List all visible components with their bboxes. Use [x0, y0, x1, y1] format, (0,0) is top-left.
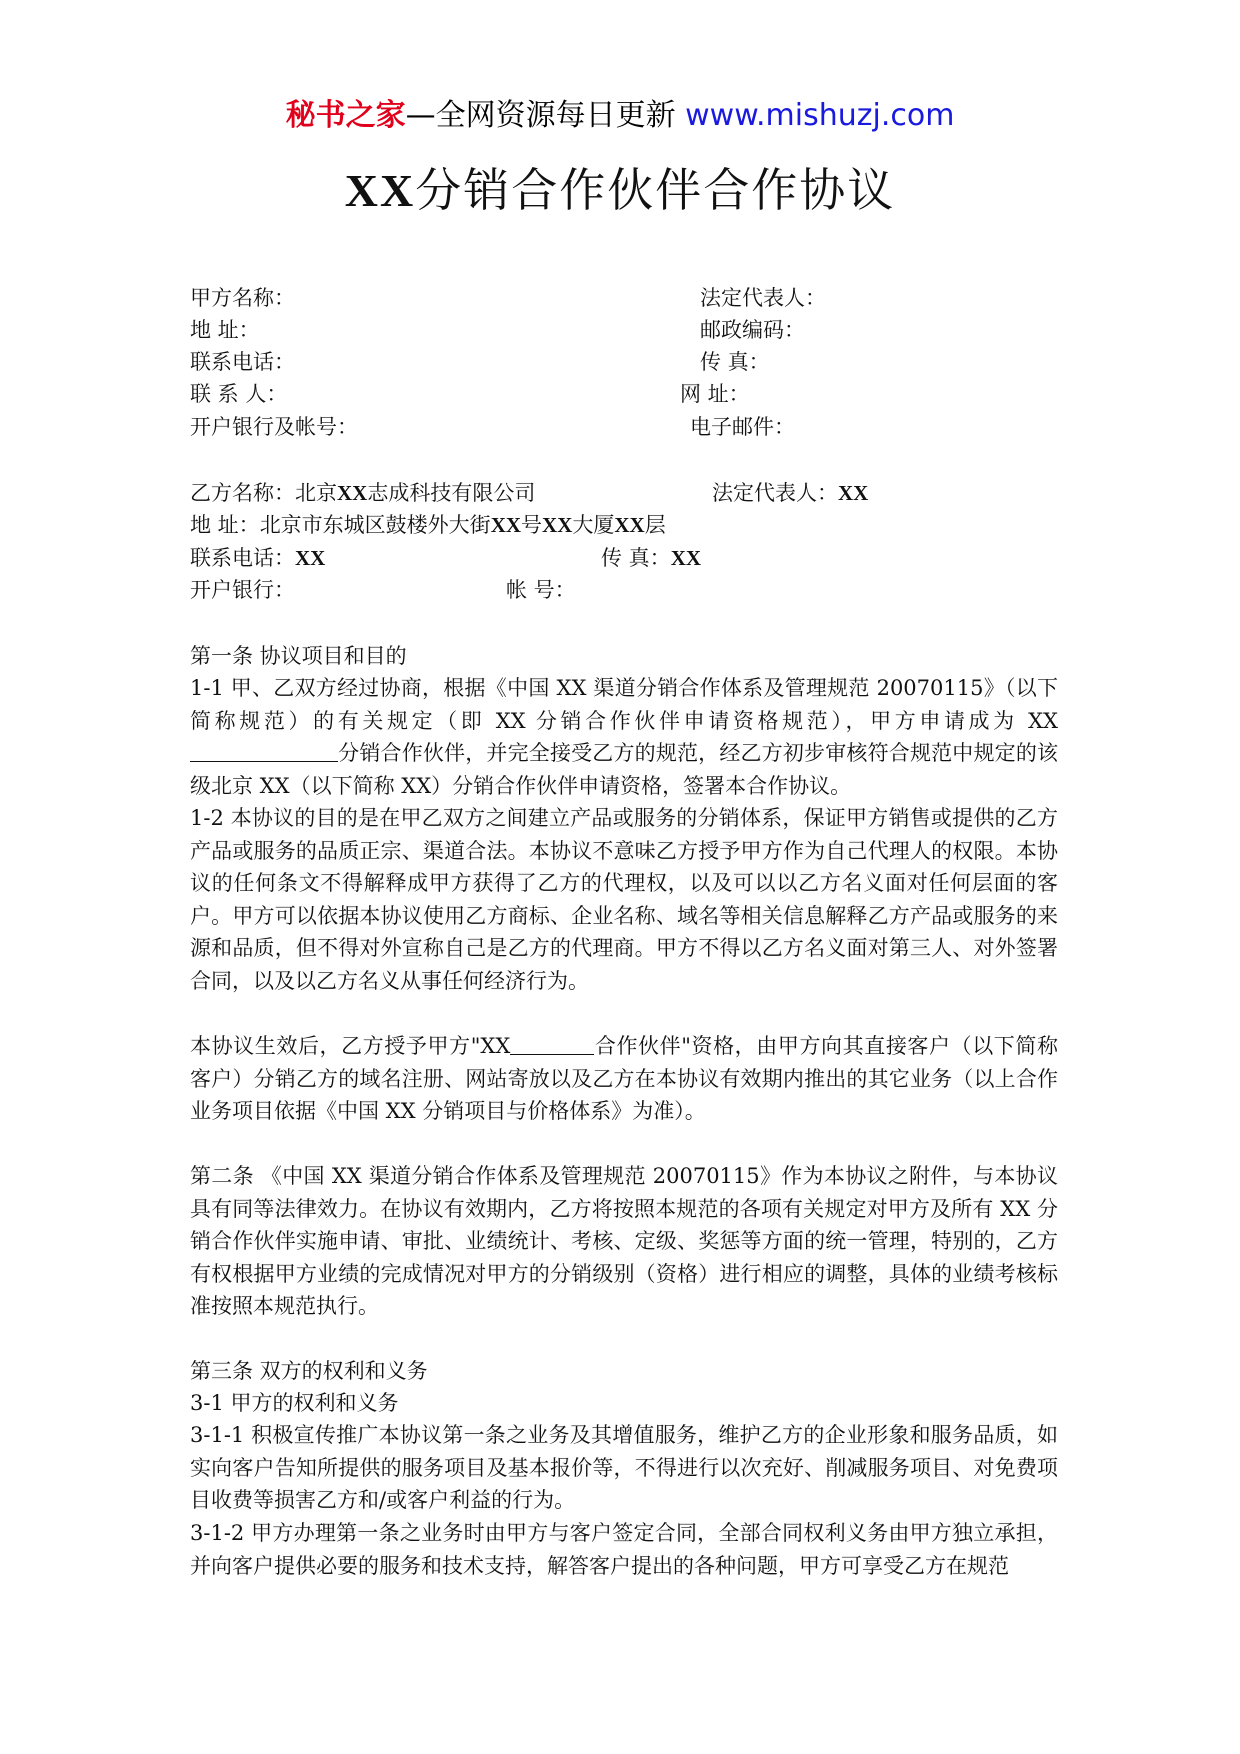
party-b-address-part-1: 北京市东城区鼓楼外大街	[259, 513, 491, 537]
party-b-address-xx-3: XX	[614, 513, 645, 537]
banner-brand: 秘书之家	[285, 98, 406, 133]
article-3-1-1-paragraph: 3-1-1 积极宣传推广本协议第一条之业务及其增值服务，维护乙方的企业形象和服务品质，如实向客户告知所提供的服务项目及基本报价等，不得进行以次充好、削减服务项目、对免费项目收费等损害乙方和/或客户利益的行为。	[190, 1423, 1058, 1512]
party-b-phone-label: 联系电话：	[190, 546, 295, 570]
party-a-website-label: 网 址：	[680, 382, 750, 406]
article-1-3-text-b: 合作伙伴"资格，由甲方向其直接客户（以下简称客户）分销乙方的域名注册、网站寄放以及乙方在本协议有效期内推出的其它业务（以上合作业务项目依据《中国 XX 分销项目与价格体系》为准）。	[190, 1034, 1058, 1123]
party-a-address-label: 地 址：	[190, 318, 260, 342]
party-b-address-part-4: 层	[644, 513, 666, 537]
party-b-fax-label: 传 真：	[601, 546, 671, 570]
party-a-legal-rep-label: 法定代表人：	[700, 286, 826, 310]
party-b-legal-rep-value: XX	[838, 481, 869, 505]
article-2-paragraph: 第二条 《中国 XX 渠道分销合作体系及管理规范 20070115》作为本协议之附件，与本协议具有同等法律效力。在协议有效期内，乙方将按照本规范的各项有关规定对甲方及所有 XX 分销合作伙伴实施申请、审批、业绩统计、考核、定级、奖惩等方面的统一管理，特别的，乙方有权根据甲方业绩的完成情况对甲方的分销级别（资格）进行相应的调整，具体的业绩考核标准按照本规范执行。	[190, 1164, 1058, 1318]
party-a-postcode-label: 邮政编码：	[700, 318, 805, 342]
article-3-1-2-paragraph: 3-1-2 甲方办理第一条之业务时由甲方与客户签定合同，全部合同权利义务由甲方独立承担，并向客户提供必要的服务和技术支持，解答客户提出的各种问题，甲方可享受乙方在规范	[190, 1521, 1058, 1578]
article-1-1-paragraph	[190, 672, 1058, 802]
party-b-address-xx-1: XX	[490, 513, 522, 537]
party-b-name-xx: XX	[337, 481, 368, 505]
article-1-1-text-a: 1-1 甲、乙双方经过协商，根据《中国 XX 渠道分销合作体系及管理规范 20070115》（以下简称规范）的有关规定（即 XX 分销合作伙伴申请资格规范），甲方申请成为 XX	[190, 676, 1058, 733]
party-a-phone-label: 联系电话：	[190, 350, 295, 374]
article-3-heading: 第三条 双方的权利和义务	[190, 1359, 428, 1383]
party-b-address-label: 地 址：	[190, 513, 260, 537]
banner-tagline: —全网资源每日更新	[405, 98, 686, 133]
article-1-heading: 第一条 协议项目和目的	[190, 644, 407, 668]
article-3-1-heading: 3-1 甲方的权利和义务	[190, 1391, 399, 1415]
blank-underline	[190, 739, 338, 762]
party-b-address	[190, 509, 666, 541]
article-1-3-text-a: 本协议生效后，乙方授予甲方"XX	[190, 1034, 511, 1058]
party-a-email-label: 电子邮件：	[690, 415, 795, 439]
banner-url-link[interactable]: www.mishuzj.com	[685, 98, 955, 133]
party-a-contact-label: 联 系 人：	[190, 382, 288, 406]
title-text: 分销合作伙伴合作协议	[415, 163, 896, 217]
party-b-address-xx-2: XX	[542, 513, 573, 537]
party-b-phone-value: XX	[295, 546, 326, 570]
party-b-address-part-3: 大厦	[572, 513, 615, 537]
party-b-legal-rep-label: 法定代表人：	[712, 481, 838, 505]
party-a-name-label: 甲方名称：	[190, 286, 295, 310]
party-b-fax	[601, 542, 701, 574]
article-1-3-paragraph	[190, 1030, 1058, 1128]
party-b-legal-rep	[712, 477, 868, 509]
article-1-2-paragraph: 1-2 本协议的目的是在甲乙双方之间建立产品或服务的分销体系，保证甲方销售或提供的乙方产品或服务的品质正宗、渠道合法。本协议不意味乙方授予甲方作为自己代理人的权限。本协议的任何条文不得解释成甲方获得了乙方的代理权，以及可以以乙方名义面对任何层面的客户。甲方可以依据本协议使用乙方商标、企业名称、域名等相关信息解释乙方产品或服务的来源和品质，但不得对外宣称自己是乙方的代理商。甲方不得以乙方名义面对第三人、对外签署合同，以及以乙方名义从事任何经济行为。	[190, 806, 1058, 993]
party-b-name-label: 乙方名称：	[190, 481, 295, 505]
blank-underline	[510, 1032, 594, 1055]
party-b-name	[190, 477, 535, 509]
party-b-account-label: 帐 号：	[506, 578, 576, 602]
party-b-name-value-2: 志成科技有限公司	[367, 481, 536, 505]
party-b-bank-label: 开户银行：	[190, 578, 295, 602]
article-1-1-text-b: 分销合作伙伴，并完全接受乙方的规范，经乙方初步审核符合规范中规定的该级北京 XX（以下简称 XX）分销合作伙伴申请资格，签署本合作协议。	[190, 741, 1058, 798]
party-b-name-value-1: 北京	[295, 481, 337, 505]
title-prefix: XX	[344, 165, 416, 216]
party-a-bank-label: 开户银行及帐号：	[190, 415, 358, 439]
party-b-fax-value: XX	[670, 546, 702, 570]
party-b-phone	[190, 542, 325, 574]
party-b-address-part-2: 号	[521, 513, 543, 537]
party-a-fax-label: 传 真：	[700, 350, 770, 374]
